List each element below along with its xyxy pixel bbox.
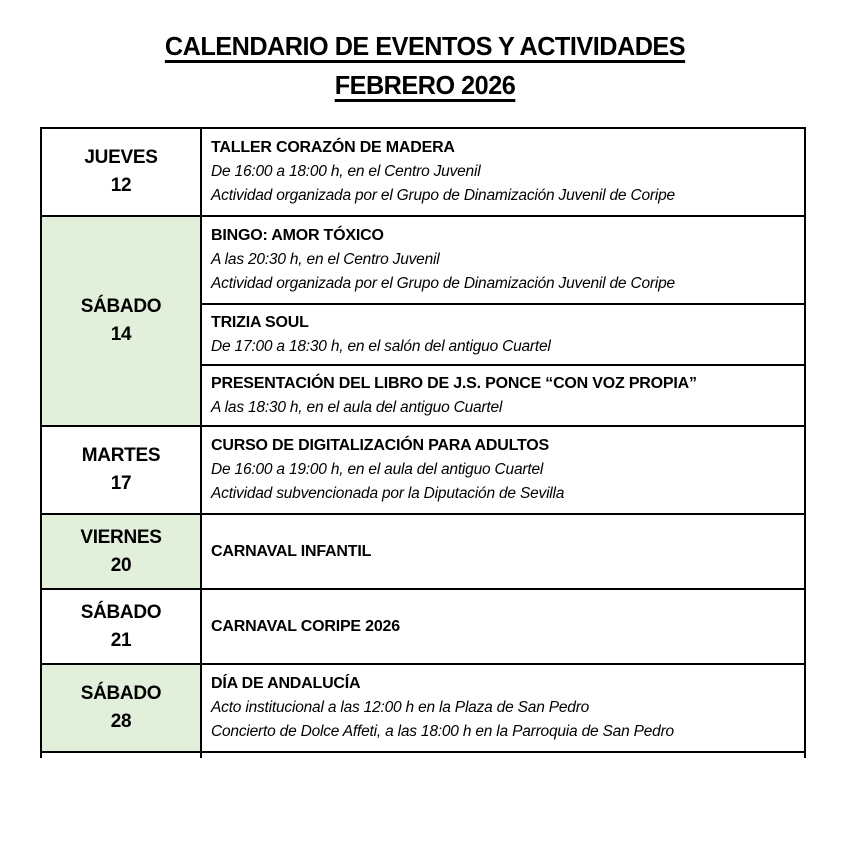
- event-title: TALLER CORAZÓN DE MADERA: [211, 139, 455, 156]
- day-number: 12: [110, 175, 132, 196]
- day-group-row: [42, 129, 804, 215]
- day-group-row: [42, 663, 804, 751]
- events-column: [202, 515, 804, 588]
- partial-day-cell: [42, 753, 202, 758]
- events-column: [202, 427, 804, 513]
- event-detail: De 17:00 a 18:30 h, en el salón del antiguo Cuartel: [211, 337, 551, 355]
- event-detail: Actividad organizada por el Grupo de Dinamización Juvenil de Coripe: [211, 275, 675, 292]
- event-title: CARNAVAL INFANTIL: [211, 542, 372, 560]
- day-cell: [42, 515, 202, 588]
- day-group-row: [42, 215, 804, 425]
- event-title: PRESENTACIÓN DEL LIBRO DE J.S. PONCE “CON VOZ PROPIA”: [211, 374, 697, 392]
- day-group-row: [42, 513, 804, 588]
- day-group-row: [42, 425, 804, 513]
- event-detail: Actividad organizada por el Grupo de Dinamización Juvenil de Coripe: [211, 187, 675, 204]
- event-cell: [202, 590, 804, 663]
- day-group-row: [42, 588, 804, 663]
- day-name: JUEVES: [84, 147, 158, 168]
- event-cell: [202, 665, 804, 751]
- day-cell: [42, 665, 202, 751]
- event-detail: Concierto de Dolce Affeti, a las 18:00 h en la Parroquia de San Pedro: [211, 723, 674, 740]
- day-name: MARTES: [81, 445, 161, 466]
- event-detail: De 16:00 a 18:00 h, en el Centro Juvenil: [211, 163, 481, 180]
- day-number: 20: [110, 554, 132, 576]
- day-name: VIERNES: [80, 526, 162, 548]
- day-number: 17: [110, 473, 132, 494]
- event-cell: [202, 303, 804, 364]
- event-detail: Acto institucional a las 12:00 h en la Plaza de San Pedro: [211, 699, 590, 716]
- page-title-line-2: FEBRERO 2026: [334, 70, 516, 100]
- event-detail: A las 20:30 h, en el Centro Juvenil: [211, 251, 440, 268]
- day-name: SÁBADO: [80, 683, 162, 704]
- event-detail: A las 18:30 h, en el aula del antiguo Cuartel: [211, 398, 503, 416]
- event-cell: [202, 364, 804, 425]
- event-title: TRIZIA SOUL: [211, 313, 309, 331]
- day-cell: [42, 427, 202, 513]
- event-title: BINGO: AMOR TÓXICO: [211, 227, 384, 244]
- calendar-table: [40, 127, 806, 758]
- page-title-line-1: CALENDARIO DE EVENTOS Y ACTIVIDADES: [164, 31, 686, 61]
- day-number: 21: [110, 629, 132, 651]
- event-cell: [202, 427, 804, 513]
- event-cell: [202, 515, 804, 588]
- events-column: [202, 129, 804, 215]
- event-title: CURSO DE DIGITALIZACIÓN PARA ADULTOS: [211, 437, 549, 454]
- event-title: DÍA DE ANDALUCÍA: [211, 675, 361, 692]
- event-detail: Actividad subvencionada por la Diputación de Sevilla: [211, 485, 565, 502]
- events-column: [202, 665, 804, 751]
- events-column: [202, 217, 804, 425]
- day-cell: [42, 217, 202, 425]
- events-column: [202, 590, 804, 663]
- day-name: SÁBADO: [80, 601, 162, 623]
- event-title: CARNAVAL CORIPE 2026: [211, 617, 400, 635]
- event-detail: De 16:00 a 19:00 h, en el aula del antiguo Cuartel: [211, 461, 544, 478]
- event-cell: [202, 217, 804, 303]
- partial-bottom-row: [42, 751, 804, 758]
- day-cell: [42, 129, 202, 215]
- day-number: 14: [110, 324, 132, 345]
- day-name: SÁBADO: [80, 296, 162, 317]
- partial-events-cell: [202, 753, 804, 758]
- event-cell: [202, 129, 804, 215]
- page-title: [0, 0, 850, 103]
- day-number: 28: [110, 711, 132, 732]
- day-cell: [42, 590, 202, 663]
